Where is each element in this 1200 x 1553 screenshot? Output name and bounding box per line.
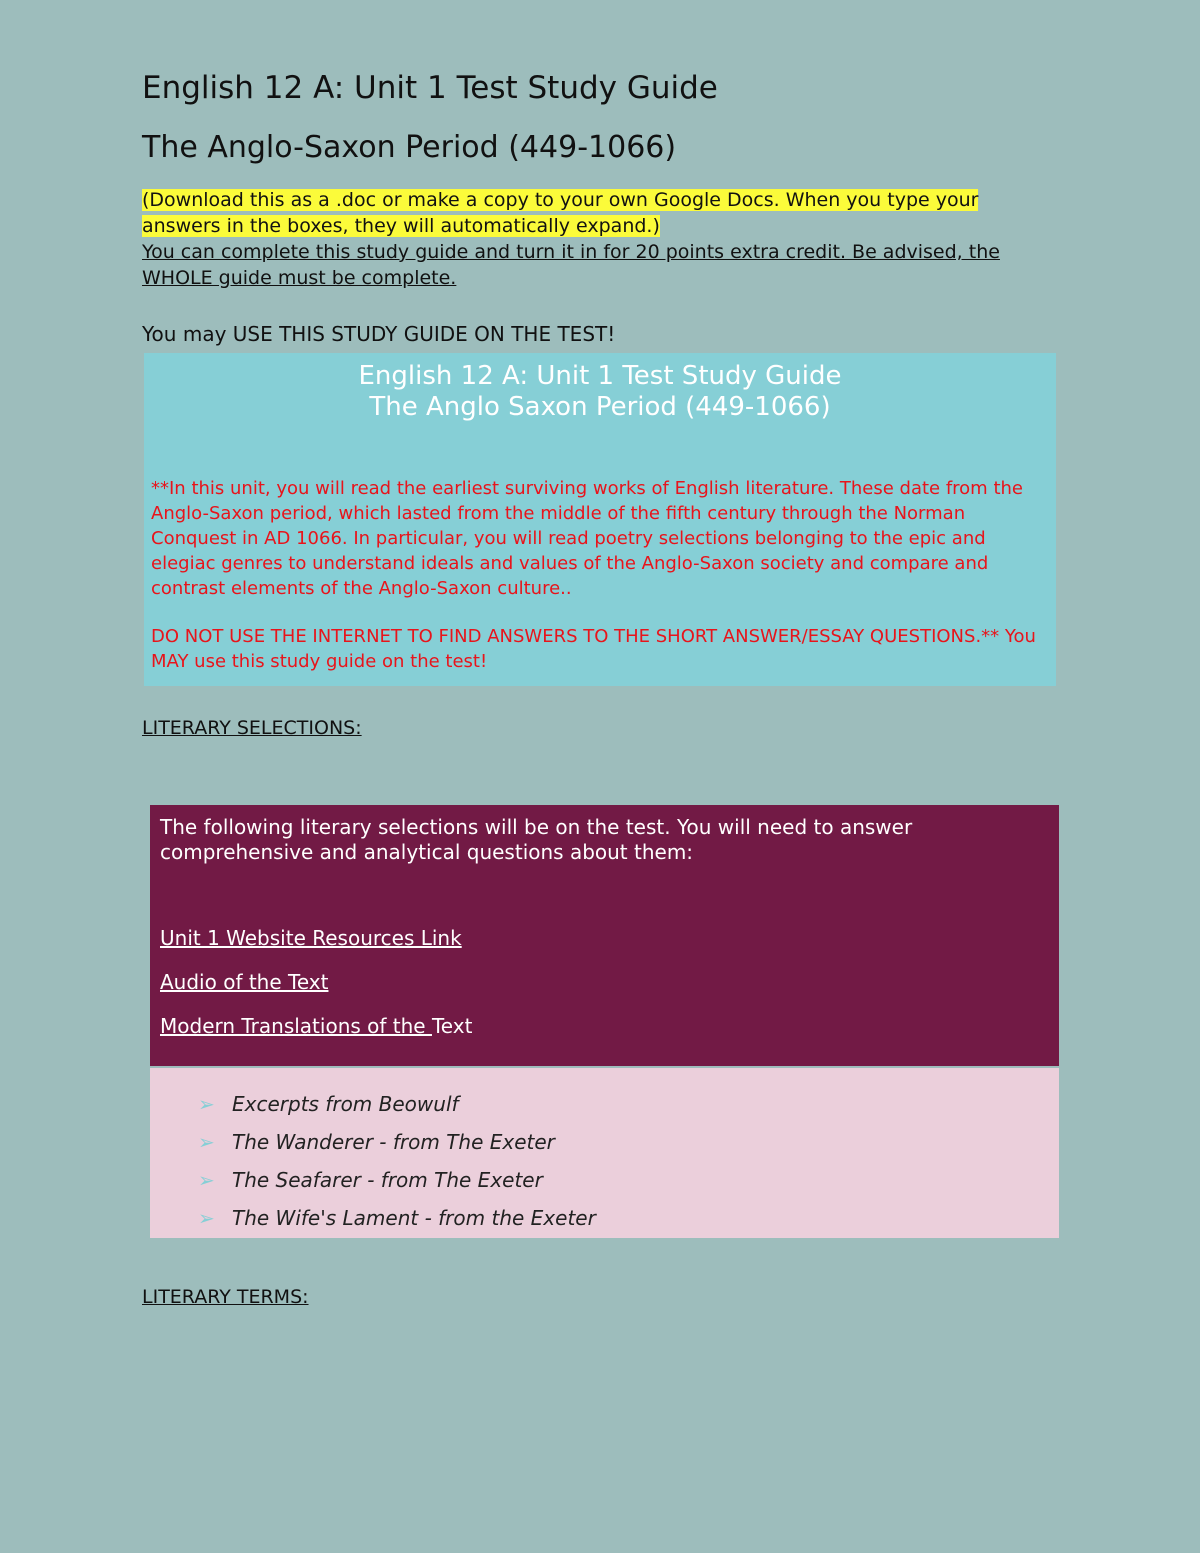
literary-selections-heading: LITERARY SELECTIONS: bbox=[142, 717, 362, 739]
use-guide-note: You may USE THIS STUDY GUIDE ON THE TEST! bbox=[142, 322, 616, 346]
intro-box-text bbox=[151, 476, 1046, 674]
selections-list bbox=[198, 1090, 596, 1242]
instructions-block bbox=[142, 187, 1032, 291]
selection-title: The Wanderer - from The Exeter bbox=[232, 1130, 555, 1154]
download-note: (Download this as a .doc or make a copy to your own Google Docs. When you type your answers in the boxes, they will automatically expand.) bbox=[142, 189, 979, 237]
list-item bbox=[198, 1090, 596, 1128]
literary-terms-heading: LITERARY TERMS: bbox=[142, 1286, 309, 1308]
list-item bbox=[198, 1166, 596, 1204]
arrowhead-bullet-icon: ➢ bbox=[198, 1206, 215, 1230]
arrowhead-bullet-icon: ➢ bbox=[198, 1130, 215, 1154]
selections-info-box bbox=[150, 805, 1059, 1066]
extra-credit-note: You can complete this study guide and turn it in for 20 points extra credit. Be advised, the WHOLE guide must be complete. bbox=[142, 241, 1000, 289]
document-title: English 12 A: Unit 1 Test Study Guide bbox=[142, 70, 718, 106]
intro-paragraph-2: DO NOT USE THE INTERNET TO FIND ANSWERS TO THE SHORT ANSWER/ESSAY QUESTIONS.** You MAY use this study guide on the test! bbox=[151, 626, 1036, 672]
document-subtitle: The Anglo-Saxon Period (449-1066) bbox=[142, 130, 677, 165]
website-resources-link-label: Unit 1 Website Resources Link bbox=[160, 926, 462, 950]
arrowhead-bullet-icon: ➢ bbox=[198, 1168, 215, 1192]
audio-link-label: Audio of the Text bbox=[160, 970, 329, 994]
selections-description: The following literary selections will be on the test. You will need to answer comprehensive and analytical questions about them: bbox=[160, 815, 913, 864]
audio-link[interactable] bbox=[160, 969, 328, 995]
selection-title: The Seafarer - from The Exeter bbox=[232, 1168, 543, 1192]
website-resources-link[interactable] bbox=[160, 925, 462, 951]
intro-box-title bbox=[144, 361, 1056, 423]
translations-link-label-rest: Text bbox=[431, 1014, 473, 1038]
selections-list-box bbox=[150, 1068, 1059, 1238]
intro-title-line-1: English 12 A: Unit 1 Test Study Guide bbox=[358, 361, 842, 391]
intro-title-line-2: The Anglo Saxon Period (449-1066) bbox=[369, 392, 831, 422]
selection-title: The Wife's Lament - from the Exeter bbox=[232, 1206, 596, 1230]
arrowhead-bullet-icon: ➢ bbox=[198, 1092, 215, 1116]
intro-box bbox=[144, 353, 1056, 686]
translations-link-label: Modern Translations of the bbox=[160, 1014, 432, 1038]
translations-link[interactable] bbox=[160, 1013, 472, 1039]
list-item bbox=[198, 1128, 596, 1166]
list-item bbox=[198, 1204, 596, 1242]
intro-paragraph-1: **In this unit, you will read the earliest surviving works of English literature. These date from the Anglo-Saxon period, which lasted from the middle of the fifth century through the Norman Conquest in AD 1066. In particular, you will read poetry selections belonging to the epic and elegiac genres to understand ideals and values of the Anglo-Saxon society and compare and contrast elements of the Anglo-Saxon culture.. bbox=[151, 478, 1023, 599]
selection-title: Excerpts from Beowulf bbox=[232, 1092, 459, 1116]
